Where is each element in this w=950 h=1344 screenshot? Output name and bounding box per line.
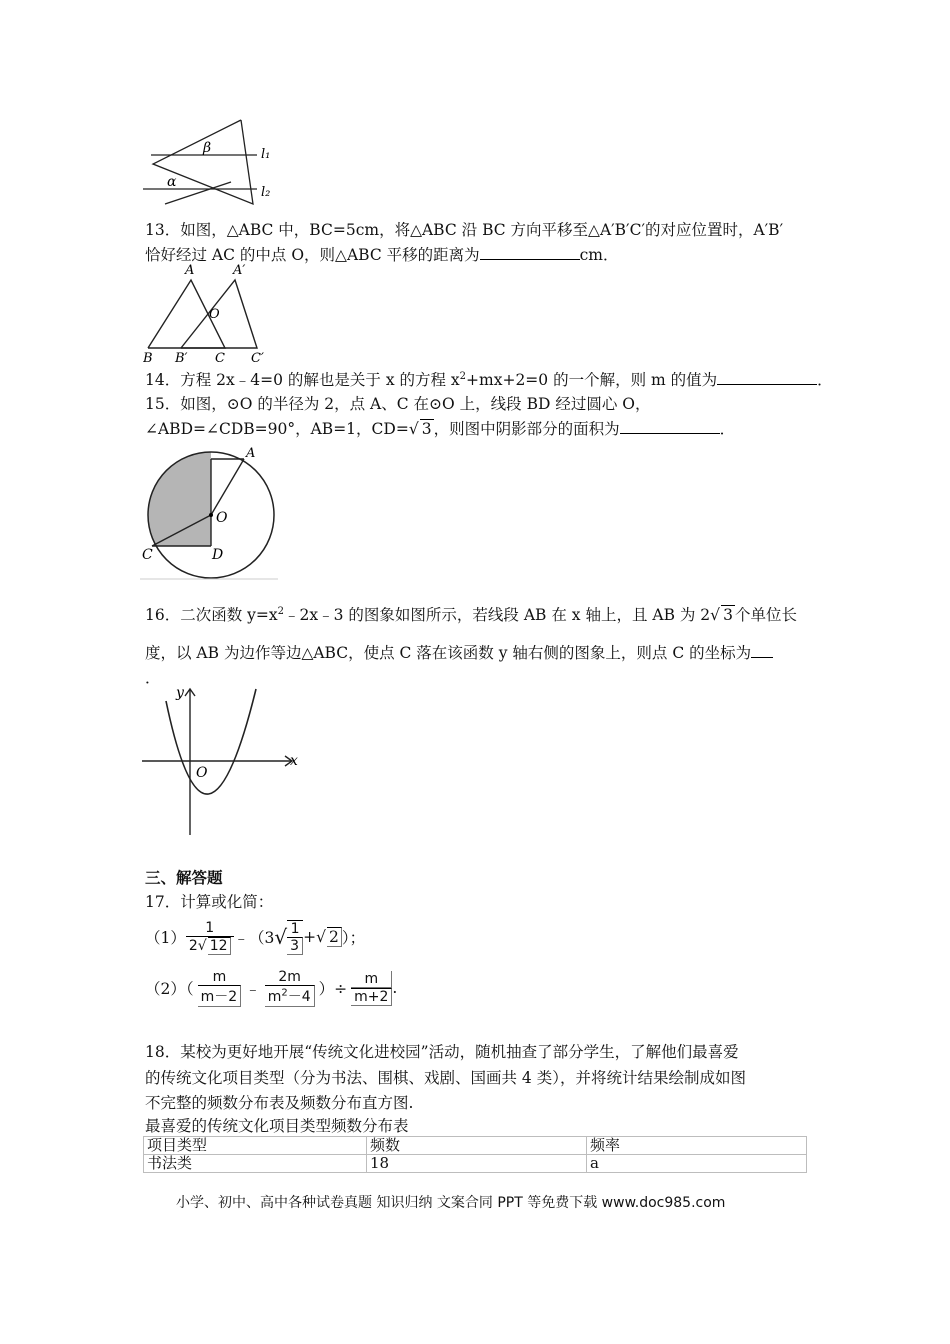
q16-line1-pre: 16．二次函数 y=x <box>145 606 278 624</box>
sqrt-symbol: √ <box>408 420 419 438</box>
q16-line2-text: 度，以 AB 为边作等边△ABC，使点 C 落在该函数 y 轴右侧的图象上，则点 C 的坐标为 <box>145 644 752 662</box>
vertex-a-prime-label: A′ <box>233 263 246 278</box>
q17-p2-label: （2）（ <box>145 980 194 998</box>
q17-p2-frac3 <box>351 971 392 1006</box>
y-axis-label: y <box>176 685 184 701</box>
q17-p1-rad2: 2 <box>327 927 342 947</box>
q17-p2-minus: ﹣ <box>245 980 261 998</box>
q16-answer-blank <box>751 641 773 658</box>
q17-p2-f2-den-rest: －4 <box>287 989 311 1005</box>
sqrt-symbol: √ <box>710 606 721 624</box>
parallel-lines-figure <box>143 112 278 212</box>
q17-p1-fraction <box>186 920 234 955</box>
q17-p1-rad-frac-num: 1 <box>290 920 300 937</box>
sqrt-symbol: √ <box>274 925 288 949</box>
q17-p1-frac-num: 1 <box>205 919 215 936</box>
q15-line1: 15．如图，⊙O 的半径为 2，点 A、C 在⊙O 上，线段 BD 经过圆心 O， <box>145 395 651 413</box>
q17-p1-den-coef: 2 <box>188 937 198 954</box>
q17-title: 17．计算或化简： <box>145 893 274 911</box>
q14-line <box>145 368 833 390</box>
q18-line2: 的传统文化项目类型（分为书法、围棋、戏剧、国画共 4 类），并将统计结果绘制成如图 <box>145 1069 746 1087</box>
point-c-label: C <box>142 547 153 563</box>
q17-p2-end: . <box>392 979 398 997</box>
vertex-a-label: A <box>185 263 195 278</box>
q15-line2-end: ． <box>719 420 736 438</box>
q13-line1: 13．如图，△ABC 中，BC=5cm，将△ABC 沿 BC 方向平移至△A′B′C′的对应位置时，A′B′ <box>145 221 784 239</box>
q17-p2-f2-den-sup: 2 <box>281 987 288 999</box>
q16-radicand: 3 <box>723 606 733 624</box>
page-footer: 小学、初中、高中各种试卷真题 知识归纳 文案合同 PPT 等免费下载 www.doc985.com <box>176 1195 726 1211</box>
vertex-b-prime-label: B′ <box>175 351 188 366</box>
vertex-c-prime-label: C′ <box>251 351 264 366</box>
point-d-label: D <box>212 547 224 563</box>
table-cell: a <box>587 1155 807 1173</box>
q17-p1-plus: + <box>303 928 317 946</box>
table-header-row <box>144 1137 807 1155</box>
q17-p2-f1-num: m <box>212 969 227 985</box>
origin-o-label: O <box>196 765 208 781</box>
center-o-label: O <box>216 510 228 526</box>
vertex-b-label: B <box>143 351 153 366</box>
q13-answer-blank <box>480 243 580 260</box>
q17-part2 <box>145 964 397 1012</box>
midpoint-o-label: O <box>209 307 220 322</box>
angle-alpha-label: α <box>167 174 177 190</box>
q17-p2-frac1 <box>198 969 242 1007</box>
table-header-cell: 频数 <box>367 1137 587 1155</box>
translation-figure <box>143 262 273 366</box>
q17-p1-den-radicand: 12 <box>208 937 231 955</box>
q15-line2-pre: ∠ABD=∠CDB=90°，AB=1，CD= <box>145 420 409 438</box>
vertex-c-label: C <box>215 351 225 366</box>
table-header-cell: 项目类型 <box>144 1137 367 1155</box>
parabola-figure <box>142 683 304 838</box>
q17-p2-f2-den-base: m <box>267 989 282 1005</box>
q17-p1-frac-den <box>186 936 234 955</box>
q17-p2-f3-den: m+2 <box>351 988 392 1006</box>
sqrt-symbol: √ <box>316 928 326 946</box>
q17-p2-f2-num: 2m <box>278 969 301 985</box>
q15-answer-blank <box>620 417 720 434</box>
q17-part1 <box>145 914 365 960</box>
q17-p1-rad-frac-den: 3 <box>287 937 303 955</box>
q17-p2-f3-num: m <box>351 971 392 988</box>
q18-table-title: 最喜爱的传统文化项目类型频数分布表 <box>145 1117 409 1135</box>
table-cell: 18 <box>367 1155 587 1173</box>
line-l2-label: l₂ <box>261 185 271 200</box>
q16-line1 <box>145 603 797 625</box>
q18-line1: 18．某校为更好地开展“传统文化进校园”活动，随机抽查了部分学生，了解他们最喜爱 <box>145 1043 739 1061</box>
table-row <box>144 1155 807 1173</box>
q14-pre: 14．方程 2x﹣4=0 的解也是关于 x 的方程 x <box>145 371 460 389</box>
q14-answer-blank <box>717 368 817 385</box>
section-heading: 三、解答题 <box>145 869 223 887</box>
q14-post: ． <box>817 371 833 389</box>
table-cell: 书法类 <box>144 1155 367 1173</box>
table-header-cell: 频率 <box>587 1137 807 1155</box>
point-a-label: A <box>246 446 256 461</box>
q15-line2 <box>145 417 735 439</box>
q13-line2-post: cm． <box>579 246 619 264</box>
line-l1-label: l₁ <box>261 147 271 162</box>
q17-p2-frac2 <box>265 969 315 1007</box>
circle-figure <box>140 442 278 582</box>
q16-sup: 2 <box>277 605 285 617</box>
q13-line2-pre: 恰好经过 AC 的中点 O，则△ABC 平移的距离为 <box>145 246 480 264</box>
q17-p1-rad-fraction <box>287 920 303 955</box>
q15-line2-post: ，则图中阴影部分的面积为 <box>433 420 620 438</box>
sqrt-symbol: √ <box>197 937 207 954</box>
q16-line3: ． <box>145 669 161 687</box>
q17-p2-div: ）÷ <box>318 980 348 998</box>
angle-beta-label: β <box>203 140 212 156</box>
q16-line1-mid: ﹣2x﹣3 的图象如图所示，若线段 AB 在 x 轴上，且 AB 为 2 <box>284 606 711 624</box>
q17-p1-mid: ﹣（3 <box>233 929 275 947</box>
q17-p2-f2-den <box>265 985 315 1007</box>
q16-line2 <box>145 641 773 663</box>
frequency-table <box>143 1136 807 1173</box>
q14-sup: 2 <box>459 370 467 382</box>
q16-line1-post: 个单位长 <box>734 606 797 624</box>
q17-p1-label: （1） <box>145 929 186 947</box>
q17-p2-f1-den: m－2 <box>198 985 242 1007</box>
q18-line3: 不完整的频数分布表及频数分布直方图. <box>145 1094 414 1112</box>
q15-radicand: 3 <box>421 420 432 438</box>
q17-p1-end: ）； <box>341 929 366 947</box>
q14-mid: +mx+2=0 的一个解，则 m 的值为 <box>466 371 718 389</box>
x-axis-label: x <box>290 753 298 769</box>
